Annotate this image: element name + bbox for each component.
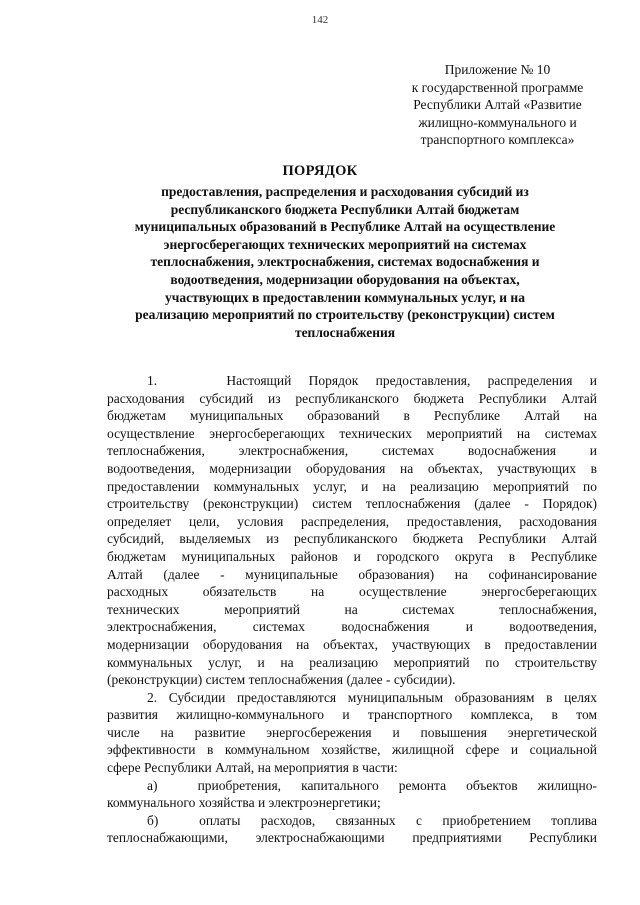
paragraph-1-line: субсидий, выделяемых из республиканского бюджета Республики Алтай xyxy=(107,531,597,547)
subtitle-line: энергосберегающих технических мероприятий на системах xyxy=(163,236,527,252)
subtitle-line: республиканского бюджета Республики Алтай бюджетам xyxy=(170,201,520,217)
paragraph-1-line: строительству (реконструкции) систем теплоснабжения (далее - Порядок) xyxy=(107,496,597,512)
paragraph-1-line: осуществление энергосберегающих технических мероприятий на системах xyxy=(107,425,597,441)
appendix-line: жилищно-коммунального и xyxy=(418,114,577,130)
paragraph-1-line: определяет цели, условия распределения, предоставления, расходования xyxy=(107,513,597,529)
paragraph-2-line: 2. Субсидии предоставляются муниципальным образованиям в целях xyxy=(147,689,597,705)
subtitle-line: предоставления, распределения и расходования субсидий из xyxy=(161,184,529,199)
subtitle-line: участвующих в предоставлении коммунальных услуг, и на xyxy=(165,289,525,305)
paragraph-1-line: бюджетам муниципальных образований в Республике Алтай на xyxy=(107,408,597,424)
document-subtitle xyxy=(110,183,580,341)
paragraph-1-line: предоставлении коммунальных услуг, и на реализацию мероприятий по xyxy=(107,478,597,494)
paragraph-1-line: водоотведения, модернизации оборудования на объектах, участвующих в xyxy=(107,460,597,476)
paragraph-1-line: бюджетам муниципальных районов и городского округа в Республике xyxy=(107,548,597,564)
appendix-line: к государственной программе xyxy=(411,79,584,95)
document-body xyxy=(107,372,597,847)
paragraph-1-line: (реконструкции) систем теплоснабжения (далее - субсидии). xyxy=(107,672,456,688)
paragraph-1-line: Алтай (далее - муниципальные образования) на софинансирование xyxy=(107,566,597,582)
subtitle-line: теплоснабжения, электроснабжения, системах водоснабжения и xyxy=(150,254,540,270)
paragraph-1-line: коммунальных услуг, и на реализацию мероприятий по строительству xyxy=(107,654,597,670)
paragraph-2-line: числе на развитие энергосбережения и повышения энергетической xyxy=(107,724,597,740)
page-number: 142 xyxy=(311,14,329,26)
list-item-b-line: б) оплаты расходов, связанных с приобретением топлива xyxy=(147,812,597,828)
subtitle-line: муниципальных образований в Республике Алтай на осуществление xyxy=(134,219,556,235)
paragraph-1-line: модернизации оборудования на объектах, участвующих в предоставлении xyxy=(107,636,597,652)
list-item-b-line: теплоснабжающими, электроснабжающими предприятиями Республики xyxy=(107,830,597,846)
paragraph-2-line: эффективности в коммунальном хозяйстве, жилищной сфере и социальной xyxy=(107,742,597,758)
appendix-line: Республики Алтай «Развитие xyxy=(413,97,582,112)
paragraph-1-line: 1. Настоящий Порядок предоставления, распределения и xyxy=(147,373,597,388)
list-item-a-line: а) приобретения, капитального ремонта объектов жилищно- xyxy=(147,777,597,793)
paragraph-1-line: расходования субсидий из республиканского бюджета Республики Алтай xyxy=(107,390,597,406)
subtitle-line: реализацию мероприятий по строительству (реконструкции) систем xyxy=(135,307,555,323)
appendix-line: Приложение № 10 xyxy=(444,62,551,77)
document-title: ПОРЯДОК xyxy=(282,163,358,179)
list-item-a-line: коммунального хозяйства и электроэнергетики; xyxy=(107,795,381,811)
paragraph-2-line: развития жилищно-коммунального и транспортного комплекса, в том xyxy=(107,707,597,723)
paragraph-2-line: сфере Республики Алтай, на мероприятия в части: xyxy=(107,760,398,776)
subtitle-line: водоотведения, модернизации оборудования на объектах, xyxy=(170,271,520,287)
subtitle-line: теплоснабжения xyxy=(294,324,396,340)
paragraph-1-line: теплоснабжения, электроснабжения, системах водоснабжения и xyxy=(107,443,597,459)
paragraph-1-line: расходных обязательств на осуществление энергосберегающих xyxy=(107,584,597,600)
appendix-header xyxy=(390,61,605,149)
paragraph-1-line: электроснабжения, системах водоснабжения и водоотведения, xyxy=(107,619,597,635)
paragraph-1-line: технических мероприятий на системах теплоснабжения, xyxy=(107,601,597,617)
appendix-line: транспортного комплекса» xyxy=(420,132,575,147)
